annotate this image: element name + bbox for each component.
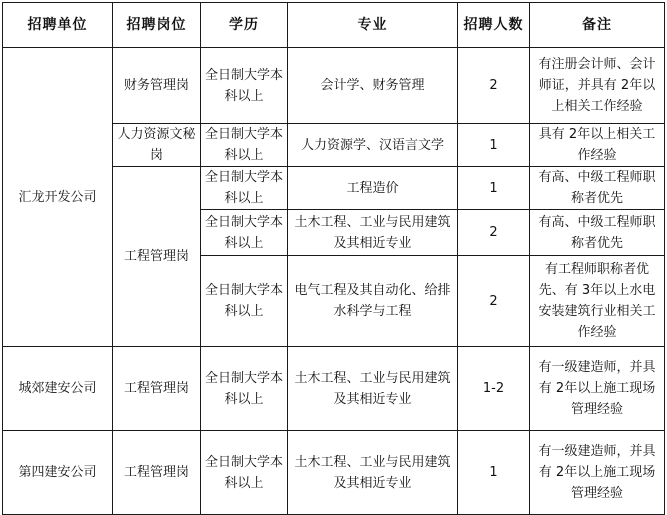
note-cell: 有高、中级工程师职称者优先 xyxy=(530,210,665,256)
count-cell: 1 xyxy=(458,124,530,167)
note-cell: 有注册会计师、会计师证，并具有 2年以上相关工作经验 xyxy=(530,48,665,124)
header-row xyxy=(3,3,665,48)
table-row xyxy=(3,48,665,124)
major-cell: 土木工程、工业与民用建筑及其相近专业 xyxy=(288,210,458,256)
major-cell: 土木工程、工业与民用建筑及其相近专业 xyxy=(288,431,458,515)
company-name: 第四建安公司 xyxy=(3,431,113,515)
table-row xyxy=(3,347,665,431)
major-cell: 土木工程、工业与民用建筑及其相近专业 xyxy=(288,347,458,431)
education-cell: 全日制大学本科以上 xyxy=(201,431,288,515)
header-position: 招聘岗位 xyxy=(113,3,201,48)
note-cell: 有高、中级工程师职称者优先 xyxy=(530,167,665,210)
table-row xyxy=(3,431,665,515)
count-cell: 1 xyxy=(458,167,530,210)
education-cell: 全日制大学本科以上 xyxy=(201,210,288,256)
note-cell: 有一级建造师，并具有 2年以上施工现场管理经验 xyxy=(530,431,665,515)
header-unit: 招聘单位 xyxy=(3,3,113,48)
header-note: 备注 xyxy=(530,3,665,48)
count-cell: 1-2 xyxy=(458,347,530,431)
recruitment-table xyxy=(2,2,665,515)
position-cell: 人力资源文秘岗 xyxy=(113,124,201,167)
company-name: 汇龙开发公司 xyxy=(3,48,113,347)
position-cell: 工程管理岗 xyxy=(113,431,201,515)
note-cell: 有工程师职称者优先、有 3年以上水电安装建筑行业相关工作经验 xyxy=(530,256,665,347)
header-education: 学历 xyxy=(201,3,288,48)
company-name: 城郊建安公司 xyxy=(3,347,113,431)
education-cell: 全日制大学本科以上 xyxy=(201,347,288,431)
education-cell: 全日制大学本科以上 xyxy=(201,256,288,347)
position-cell: 工程管理岗 xyxy=(113,167,201,347)
note-cell: 有一级建造师，并具有 2年以上施工现场管理经验 xyxy=(530,347,665,431)
position-cell: 财务管理岗 xyxy=(113,48,201,124)
note-cell: 具有 2年以上相关工作经验 xyxy=(530,124,665,167)
education-cell: 全日制大学本科以上 xyxy=(201,48,288,124)
header-count: 招聘人数 xyxy=(458,3,530,48)
count-cell: 1 xyxy=(458,431,530,515)
header-major: 专业 xyxy=(288,3,458,48)
major-cell: 工程造价 xyxy=(288,167,458,210)
position-cell: 工程管理岗 xyxy=(113,347,201,431)
education-cell: 全日制大学本科以上 xyxy=(201,124,288,167)
count-cell: 2 xyxy=(458,256,530,347)
count-cell: 2 xyxy=(458,48,530,124)
major-cell: 会计学、财务管理 xyxy=(288,48,458,124)
major-cell: 人力资源学、汉语言文学 xyxy=(288,124,458,167)
major-cell: 电气工程及其自动化、给排水科学与工程 xyxy=(288,256,458,347)
education-cell: 全日制大学本科以上 xyxy=(201,167,288,210)
count-cell: 2 xyxy=(458,210,530,256)
